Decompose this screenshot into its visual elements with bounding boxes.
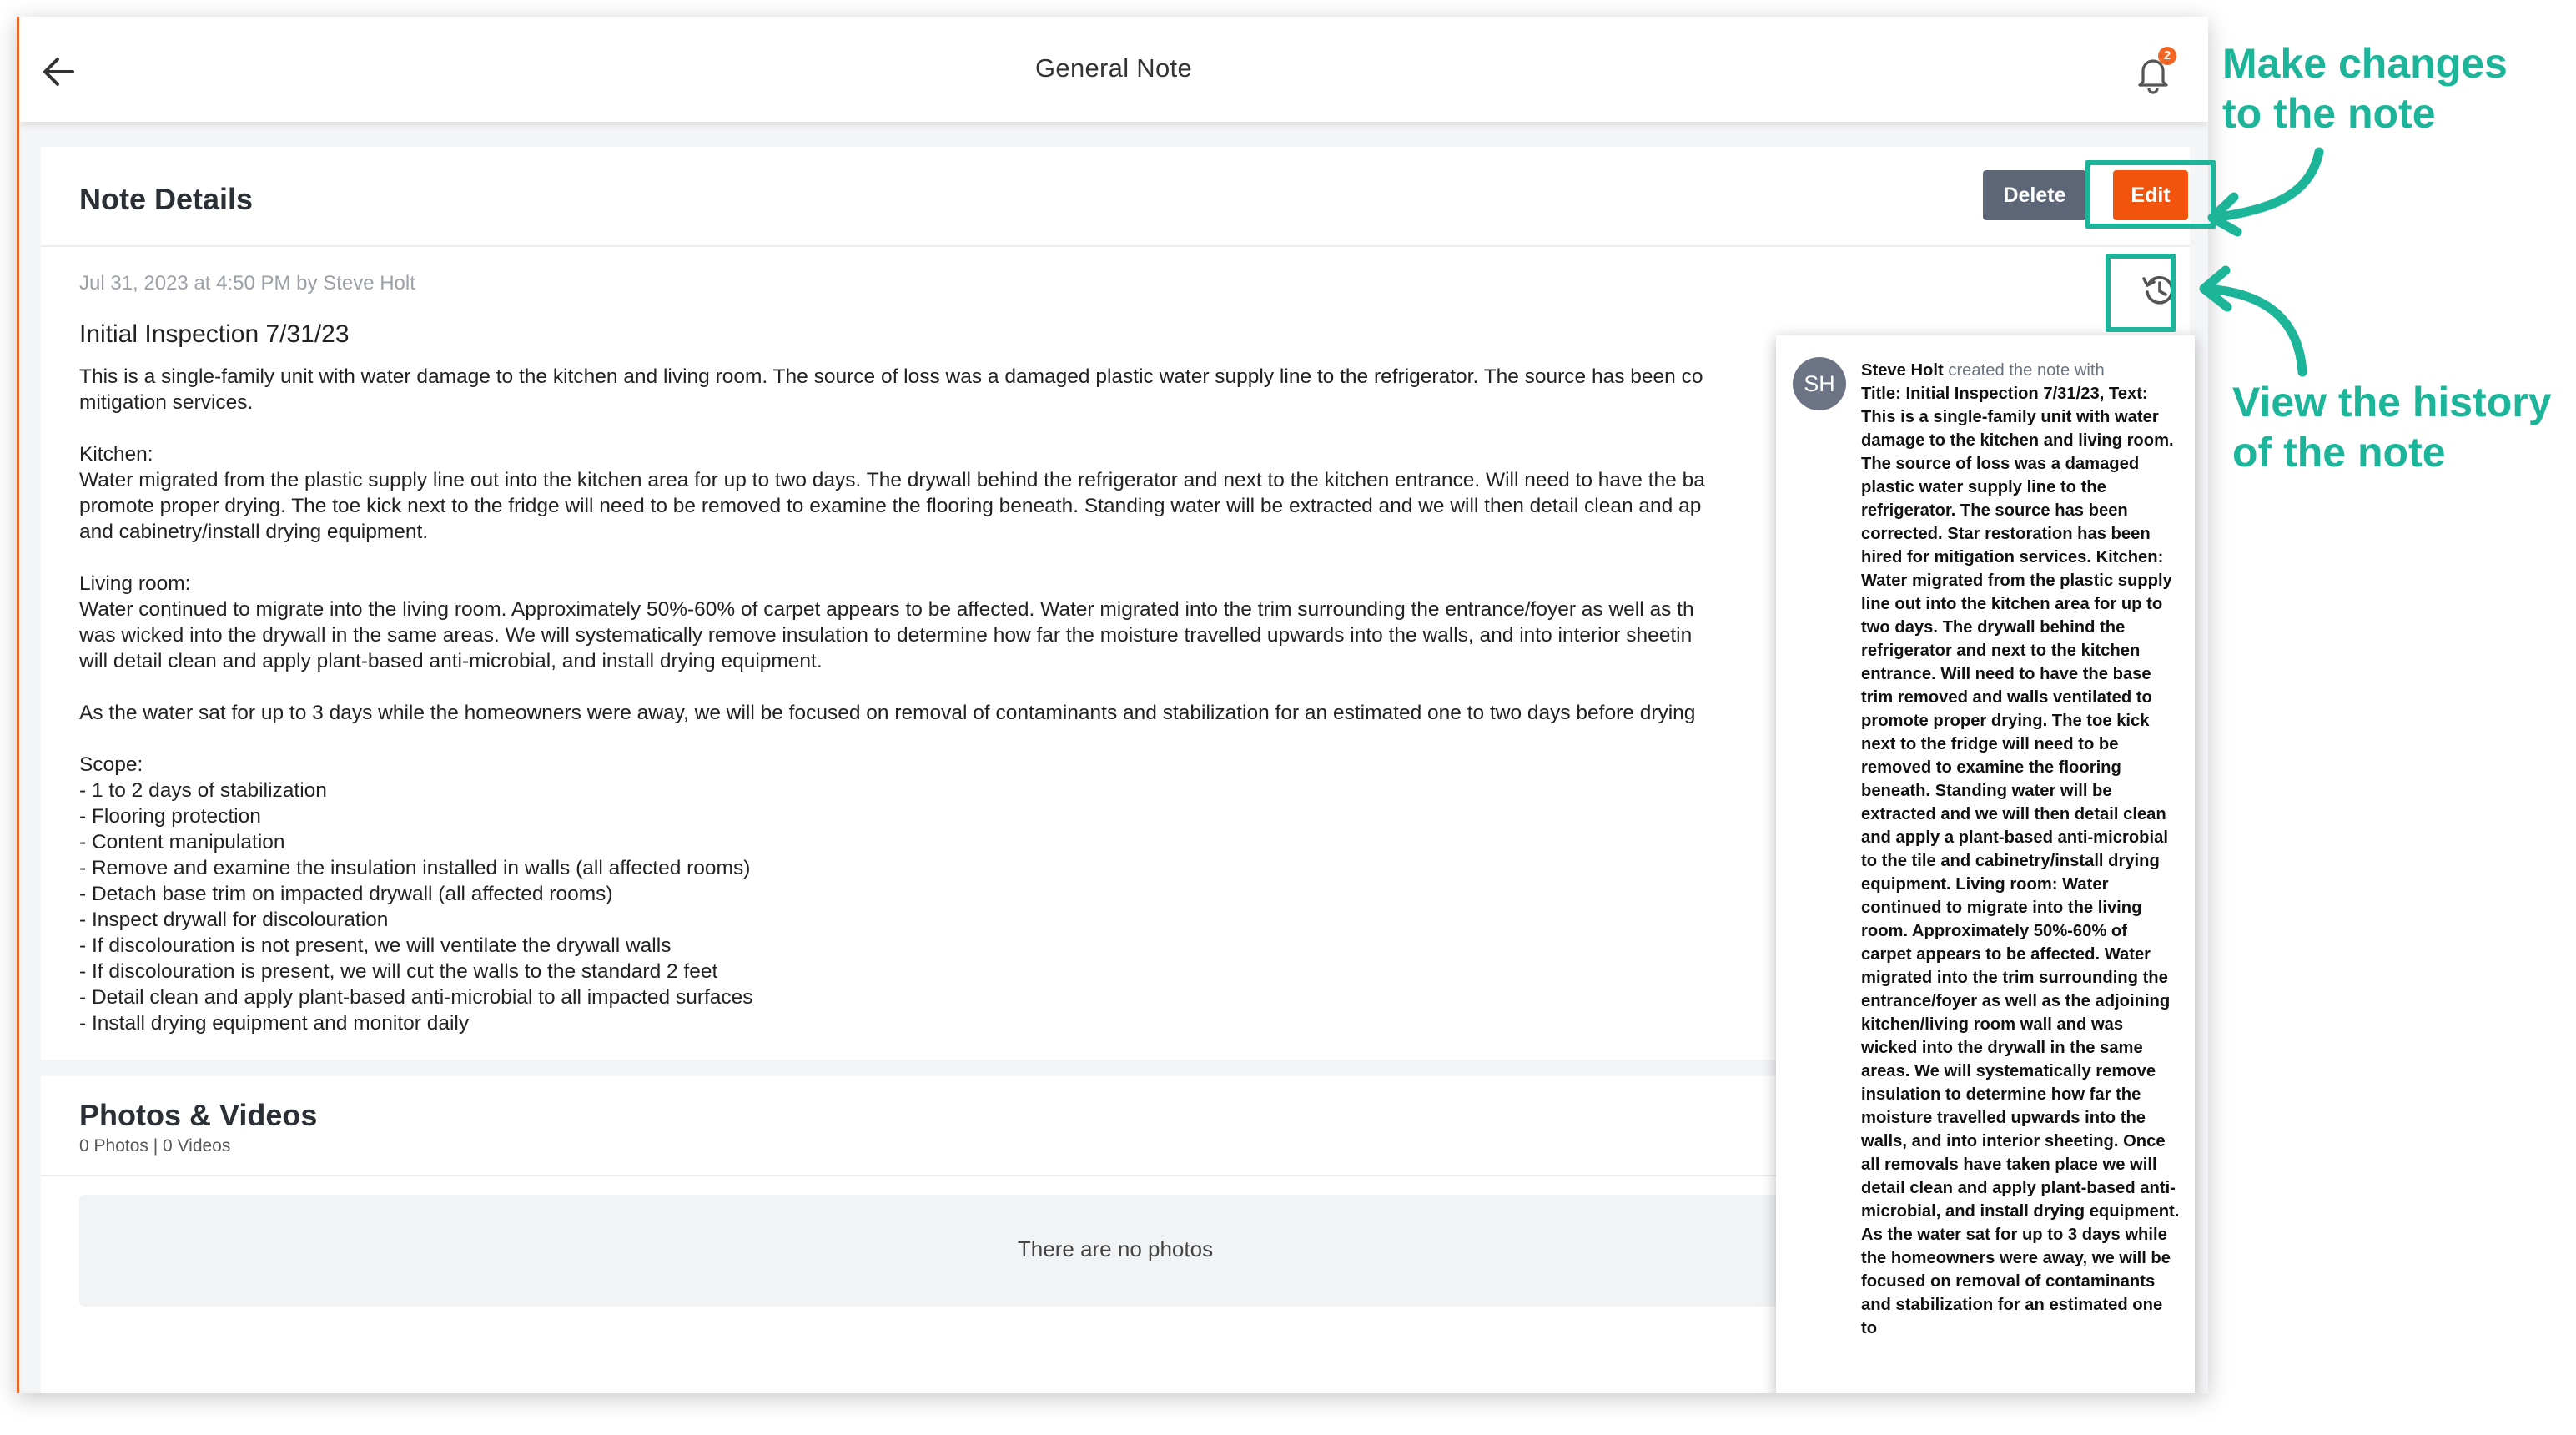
- edit-callout: Make changes to the note: [2222, 40, 2508, 137]
- history-popup: [1776, 335, 2195, 1393]
- photos-heading: Photos & Videos: [79, 1098, 318, 1132]
- note-body: This is a single-family unit with water damage to the kitchen and living room. The source of loss was a damaged plastic water supply line to the refrigerator. The source has been co mitigation services. Kitchen: Water migrated from the plastic supply line out into the kitchen area for up to two days. The drywall behind the refrigerator and next to the kitchen entrance. Will need to have the ba promote proper drying. The toe kick next to the fridge will need to be removed to examine the flooring beneath. Standing water will be extracted and we will then detail clean and ap and cabinetry/install drying equipment. Living room: Water continued to migrate into the living room. Approximately 50%-60% of carpet appears to be affected. Water migrated into the trim surrounding the entrance/foyer as well as th was wicked into the drywall in the same areas. We will systematically remove insulation to determine how far the moisture travelled upwards into the walls, and into interior sheetin will detail clean and apply plant-based anti-microbial, and install drying equipment. As the water sat for up to 3 days while the homeowners were away, we will be focused on removal of contaminants and stabilization for an estimated one to two days before drying Scope: - 1 to 2 days of stabilization - Flooring protection - Content manipulation - Remove and examine the insulation installed in walls (all affected rooms) - Detach base trim on impacted drywall (all affected rooms) - Inspect drywall for discolouration - If discolouration is not present, we will ventilate the drywall walls - If discolouration is present, we will cut the walls to the standard 2 feet - Detail clean and apply plant-based anti-microbial to all impacted surfaces - Install drying equipment and monitor daily: [79, 365, 1705, 1035]
- note-details-header: [41, 147, 2190, 247]
- app-window: [17, 17, 2208, 1393]
- history-action: created the note with: [1948, 361, 2105, 380]
- history-entry: [1861, 359, 2180, 1340]
- photos-count: 0 Photos | 0 Videos: [79, 1136, 231, 1156]
- note-title: Initial Inspection 7/31/23: [79, 320, 350, 348]
- page-title: General Note: [1035, 53, 1192, 83]
- avatar: SH: [1793, 357, 1846, 410]
- notification-badge: 2: [2158, 47, 2176, 65]
- top-bar: [19, 17, 2208, 122]
- delete-button[interactable]: Delete: [1983, 170, 2086, 220]
- note-details-heading: Note Details: [79, 182, 254, 216]
- history-author: Steve Holt: [1861, 361, 1944, 380]
- edit-button[interactable]: Edit: [2113, 170, 2188, 220]
- history-callout: View the history of the note: [2232, 379, 2552, 476]
- photos-empty-text: There are no photos: [1017, 1236, 1214, 1261]
- history-details: Title: Initial Inspection 7/31/23, Text: This is a single-family unit with water damage to the kitchen and living room. The source of loss was a damaged plastic water supply line to the refrigerator. The source has been corrected. Star restoration has been hired for mitigation services. Kitchen: Water migrated from the plastic supply line out into the kitchen area for up to two days. The drywall behind the refrigerator and next to the kitchen entrance. Will need to have the base trim removed and walls ventilated to promote proper drying. The toe kick next to the fridge will need to be removed to examine the flooring beneath. Standing water will be extracted and we will then detail clean and apply a plant-based anti-microbial to the tile and cabinetry/install drying equipment. Living room: Water continued to migrate into the living room. Approximately 50%-60% of carpet appears to be affected. Water migrated into the trim surrounding the entrance/foyer as well as the adjoining kitchen/living room wall and was wicked into the drywall in the same areas. We will systematically remove insulation to determine how far the moisture travelled upwards into the walls, and into interior sheeting. Once all removals have taken place we will detail clean and apply plant-based anti-microbial, and install drying equipment. As the water sat for up to 3 days while the homeowners were away, we will be focused on removal of contaminants and stabilization for an estimated one to: [1861, 385, 2180, 1337]
- note-meta: Jul 31, 2023 at 4:50 PM by Steve Holt: [79, 272, 415, 295]
- history-icon[interactable]: [2135, 265, 2185, 315]
